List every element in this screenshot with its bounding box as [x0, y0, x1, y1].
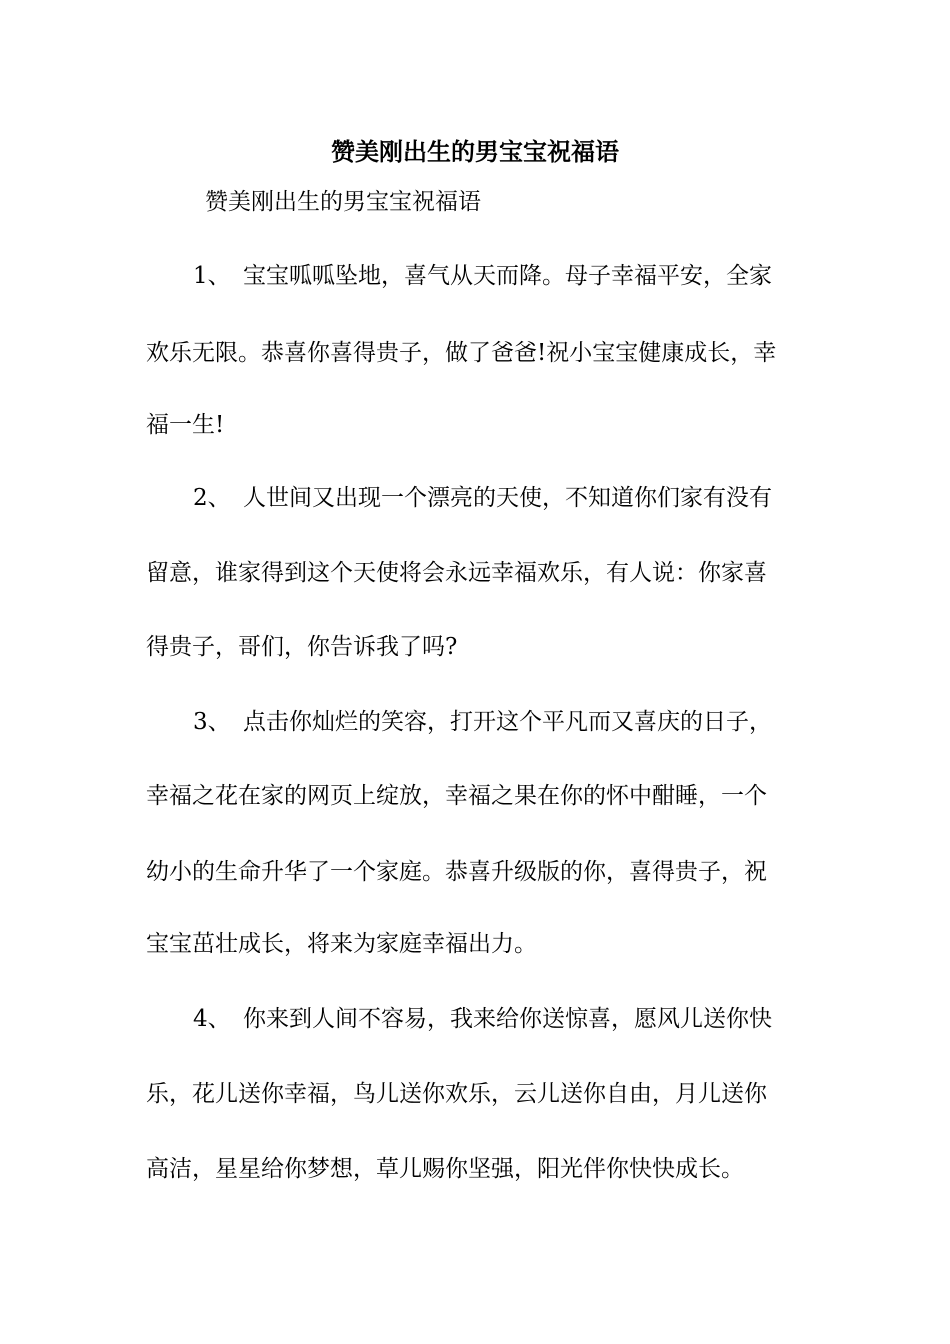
item-3-line-4: 宝宝茁壮成长，将来为家庭幸福出力。	[146, 931, 537, 957]
item-2-line-2: 留意，谁家得到这个天使将会永远幸福欢乐，有人说：你家喜	[146, 560, 767, 586]
item-1-number: 1、	[193, 263, 231, 289]
item-1-line-2: 欢乐无限。恭喜你喜得贵子，做了爸爸!祝小宝宝健康成长，幸	[146, 340, 777, 366]
item-3-number: 3、	[193, 709, 231, 735]
item-2-line-1	[193, 480, 772, 516]
document-title: 赞美刚出生的男宝宝祝福语	[331, 137, 619, 166]
document-subtitle: 赞美刚出生的男宝宝祝福语	[205, 189, 481, 215]
item-4-number: 4、	[193, 1006, 231, 1032]
item-3-text: 点击你灿烂的笑容，打开这个平凡而又喜庆的日子，	[243, 709, 772, 735]
item-1-text: 宝宝呱呱坠地，喜气从天而降。母子幸福平安，全家	[243, 263, 772, 289]
item-4-line-1	[193, 1001, 772, 1037]
item-1-line-1	[193, 258, 772, 294]
item-4-line-2: 乐，花儿送你幸福，鸟儿送你欢乐，云儿送你自由，月儿送你	[146, 1081, 767, 1107]
item-4-line-3: 高洁，星星给你梦想，草儿赐你坚强，阳光伴你快快成长。	[146, 1156, 744, 1182]
item-2-number: 2、	[193, 485, 231, 511]
item-3-line-2: 幸福之花在家的网页上绽放，幸福之果在你的怀中酣睡，一个	[146, 783, 767, 809]
item-2-text: 人世间又出现一个漂亮的天使，不知道你们家有没有	[243, 485, 772, 511]
item-3-line-3: 幼小的生命升华了一个家庭。恭喜升级版的你，喜得贵子，祝	[146, 859, 767, 885]
item-3-line-1	[193, 704, 772, 740]
item-1-line-3: 福一生!	[146, 412, 225, 438]
item-4-text: 你来到人间不容易，我来给你送惊喜，愿风儿送你快	[243, 1006, 772, 1032]
item-2-line-3: 得贵子，哥们，你告诉我了吗?	[146, 634, 458, 660]
